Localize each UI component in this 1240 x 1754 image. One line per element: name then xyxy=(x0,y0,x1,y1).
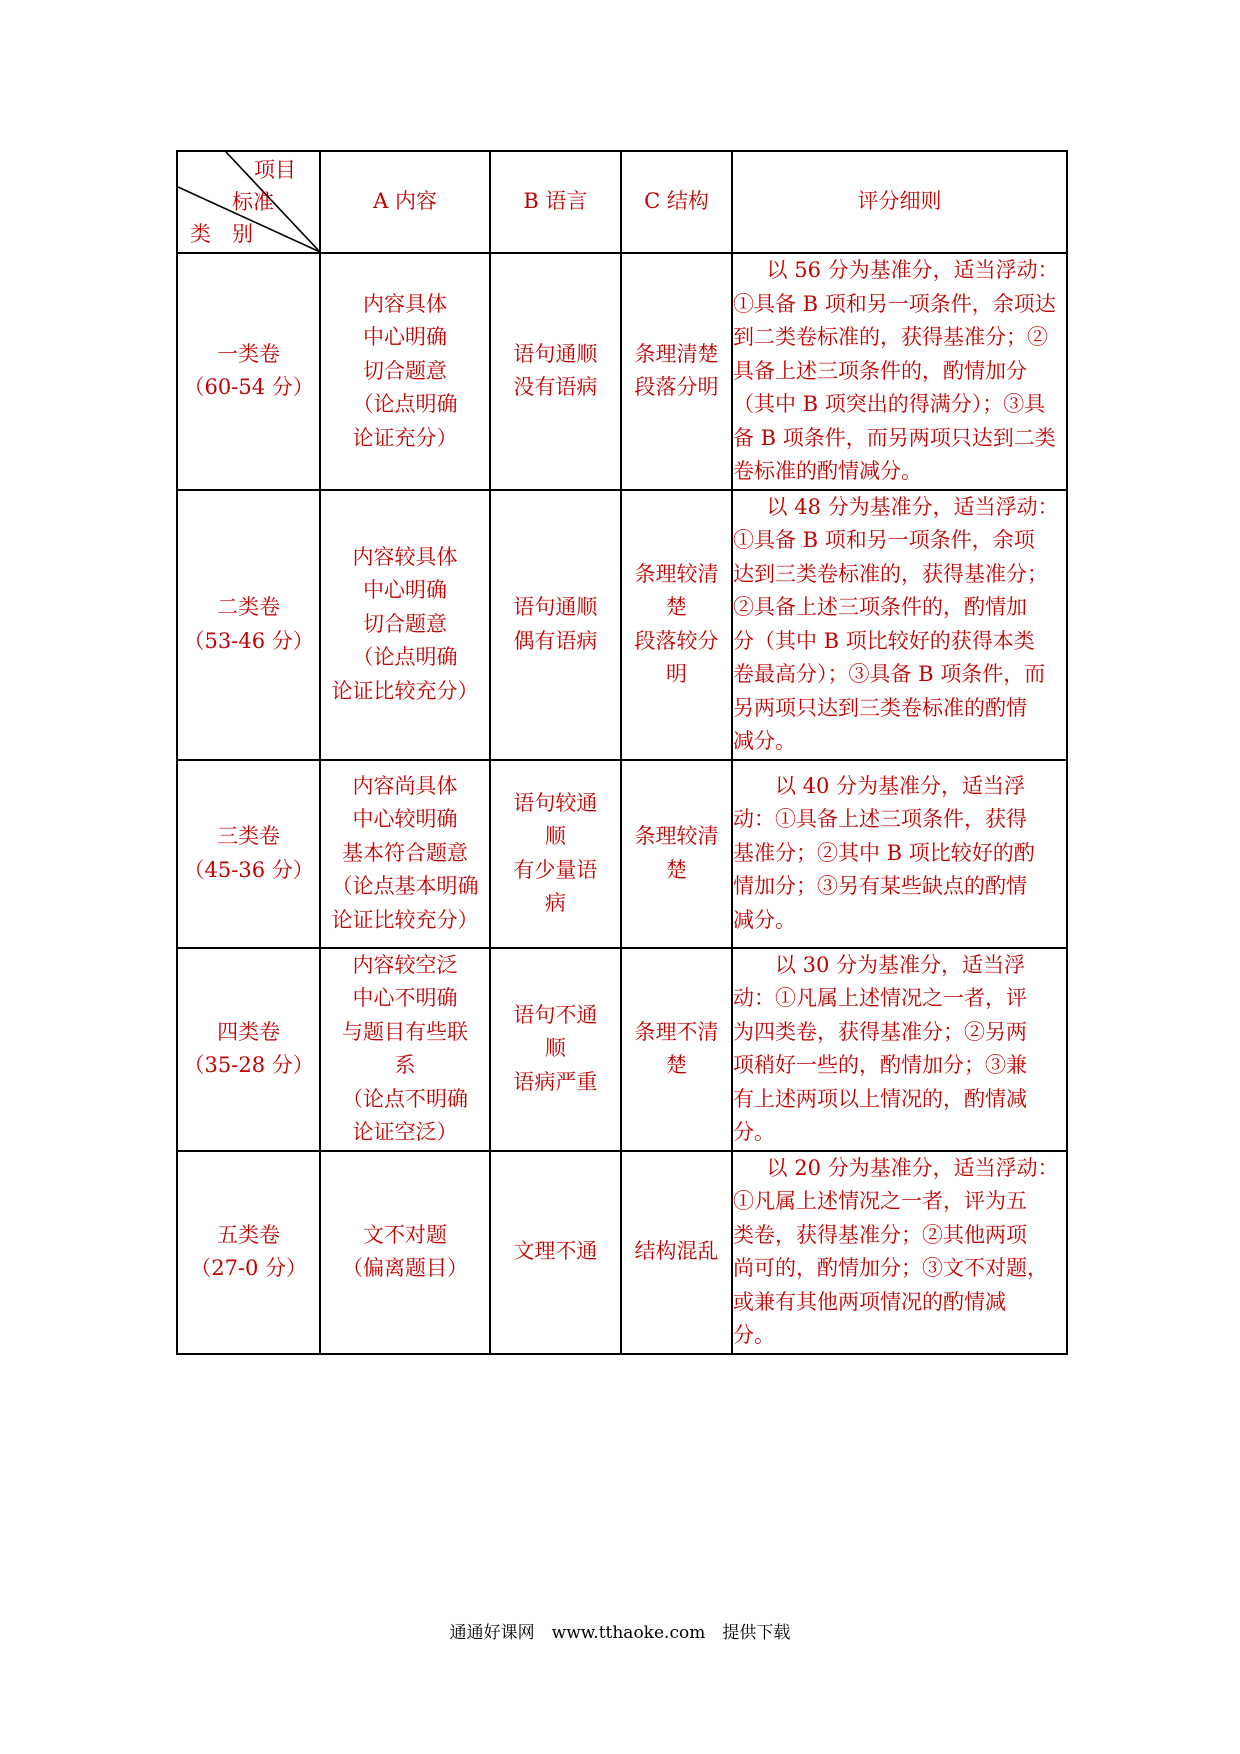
structure-cell xyxy=(621,948,732,1151)
details-line: 以 30 分为基准分，适当浮 xyxy=(774,952,1026,977)
content-cell xyxy=(320,1151,490,1354)
header-scoring-details: 评分细则 xyxy=(732,151,1067,253)
content-line: 文不对题 xyxy=(363,1222,448,1247)
category-line: （27-0 分） xyxy=(190,1256,308,1280)
details-cell xyxy=(732,490,1067,760)
language-line: 没有语病 xyxy=(513,375,598,400)
details-line: 或兼有其他两项情况的酌情减 xyxy=(732,1289,1006,1314)
content-line: （偏离题目） xyxy=(342,1256,469,1280)
header-language: B 语言 xyxy=(490,151,621,253)
details-line: 分。 xyxy=(732,1120,775,1144)
content-cell xyxy=(320,760,490,948)
diagonal-header-cell xyxy=(177,151,320,253)
structure-line: 段落分明 xyxy=(634,375,719,400)
rubric-body xyxy=(177,253,1067,1354)
content-line: （论点基本明确 xyxy=(331,874,479,899)
category-line: 四类卷 xyxy=(217,1019,281,1044)
language-line: 有少量语 xyxy=(513,857,598,882)
details-line: 以 48 分为基准分，适当浮动： xyxy=(766,494,1059,519)
category-line: 一类卷 xyxy=(217,341,281,366)
details-cell xyxy=(732,760,1067,948)
table-row xyxy=(177,760,1067,948)
language-line: 文理不通 xyxy=(513,1239,598,1264)
category-cell xyxy=(177,1151,320,1354)
language-line: 语句不通 xyxy=(513,1002,598,1027)
language-cell xyxy=(490,1151,621,1354)
category-line: （35-28 分） xyxy=(183,1053,314,1077)
structure-line: 结构混乱 xyxy=(634,1239,719,1264)
category-line: 二类卷 xyxy=(217,595,281,619)
structure-cell xyxy=(621,490,732,760)
details-line: 减分。 xyxy=(732,729,796,753)
details-line: 以 56 分为基准分，适当浮动： xyxy=(766,258,1059,282)
category-cell xyxy=(177,490,320,760)
category-cell xyxy=(177,253,320,490)
details-line: 为四类卷，获得基准分；②另两 xyxy=(732,1019,1027,1044)
header-structure: C 结构 xyxy=(621,151,732,253)
structure-cell xyxy=(621,760,732,948)
table-row xyxy=(177,253,1067,490)
language-line: 顺 xyxy=(544,1036,566,1061)
language-cell xyxy=(490,253,621,490)
category-line: 五类卷 xyxy=(217,1222,281,1247)
details-line: 卷标准的酌情减分。 xyxy=(732,459,922,483)
category-line: （60-54 分） xyxy=(183,375,314,400)
details-line: 项稍好一些的，酌情加分；③兼 xyxy=(732,1053,1027,1077)
category-cell xyxy=(177,760,320,948)
structure-cell xyxy=(621,1151,732,1354)
category-line: （45-36 分） xyxy=(183,857,314,882)
table-row xyxy=(177,490,1067,760)
content-line: 内容较空泛 xyxy=(352,952,458,977)
content-line: 中心不明确 xyxy=(352,986,458,1010)
content-line: 基本符合题意 xyxy=(342,840,469,865)
structure-line: 条理较清 xyxy=(634,824,719,848)
category-line: 三类卷 xyxy=(217,824,281,848)
content-line: 论证空泛） xyxy=(352,1120,458,1144)
structure-line: 段落较分 xyxy=(634,628,719,653)
language-line: 顺 xyxy=(544,824,566,848)
details-line: 具备上述三项条件的，酌情加分 xyxy=(732,358,1027,383)
details-line: 动：①凡属上述情况之一者，评 xyxy=(732,986,1027,1010)
content-line: 内容具体 xyxy=(363,291,448,316)
content-line: 内容尚具体 xyxy=(352,773,458,798)
content-line: （论点不明确 xyxy=(342,1086,469,1111)
content-line: 中心明确 xyxy=(363,325,448,349)
structure-line: 明 xyxy=(665,662,687,686)
details-cell xyxy=(732,253,1067,490)
details-line: 以 40 分为基准分，适当浮 xyxy=(774,773,1026,798)
details-line: ①具备 B 项和另一项条件，余项达 xyxy=(732,291,1056,316)
structure-line: 楚 xyxy=(665,857,687,882)
content-line: （论点明确 xyxy=(352,392,458,416)
content-cell xyxy=(320,490,490,760)
language-line: 语句通顺 xyxy=(513,341,598,366)
details-line: 减分。 xyxy=(732,907,796,932)
details-cell xyxy=(732,1151,1067,1354)
language-cell xyxy=(490,948,621,1151)
content-line: 论证比较充分） xyxy=(331,678,479,703)
details-line: 分（其中 B 项比较好的获得本类 xyxy=(732,628,1035,653)
table-row xyxy=(177,1151,1067,1354)
content-line: 与题目有些联 xyxy=(342,1019,469,1044)
content-line: 中心较明确 xyxy=(352,807,458,832)
structure-line: 条理清楚 xyxy=(634,341,719,366)
content-line: 切合题意 xyxy=(363,358,448,383)
details-line: 备 B 项条件，而另两项只达到二类 xyxy=(732,425,1056,450)
category-cell xyxy=(177,948,320,1151)
details-line: 以 20 分为基准分，适当浮动： xyxy=(766,1155,1059,1180)
details-line: 卷最高分）；③具备 B 项条件，而 xyxy=(732,662,1046,686)
header-category-label: 类 别 xyxy=(190,222,253,246)
details-line: 达到三类卷标准的，获得基准分； xyxy=(732,561,1048,586)
header-project-label: 项目 xyxy=(254,158,296,182)
details-line: ①具备 B 项和另一项条件，余项 xyxy=(732,528,1035,552)
content-line: 中心明确 xyxy=(363,578,448,603)
language-line: 语句较通 xyxy=(513,790,598,815)
details-line: 类卷，获得基准分；②其他两项 xyxy=(732,1222,1027,1247)
details-line: ①凡属上述情况之一者，评为五 xyxy=(732,1189,1027,1213)
language-line: 语句通顺 xyxy=(513,595,598,619)
content-cell xyxy=(320,253,490,490)
content-line: 内容较具体 xyxy=(352,544,458,569)
content-line: 切合题意 xyxy=(363,611,448,636)
details-line: 基准分；②其中 B 项比较好的酌 xyxy=(732,840,1035,865)
details-line: 另两项只达到三类卷标准的酌情 xyxy=(732,695,1027,720)
language-line: 病 xyxy=(544,891,566,915)
details-line: 到二类卷标准的，获得基准分；② xyxy=(732,325,1048,349)
details-line: ②具备上述三项条件的，酌情加 xyxy=(732,595,1027,619)
table-row xyxy=(177,948,1067,1151)
details-line: 情加分；③另有某些缺点的酌情 xyxy=(732,874,1027,899)
language-line: 语病严重 xyxy=(513,1069,598,1094)
content-line: 系 xyxy=(394,1053,416,1077)
grading-rubric-table xyxy=(176,150,1068,1355)
details-line: 动：①具备上述三项条件，获得 xyxy=(732,807,1027,832)
content-line: （论点明确 xyxy=(352,645,458,670)
details-line: 尚可的，酌情加分；③文不对题， xyxy=(732,1256,1048,1280)
structure-line: 楚 xyxy=(665,595,687,619)
header-standard-label: 标准 xyxy=(232,190,274,214)
header-row xyxy=(177,151,1067,253)
details-line: 有上述两项以上情况的，酌情减 xyxy=(732,1086,1027,1111)
footer-source-note: 通通好课网 www.tthaoke.com 提供下载 xyxy=(449,1623,791,1643)
details-line: 分。 xyxy=(732,1323,775,1347)
language-line: 偶有语病 xyxy=(513,628,598,653)
content-cell xyxy=(320,948,490,1151)
structure-line: 楚 xyxy=(665,1053,687,1077)
structure-cell xyxy=(621,253,732,490)
header-content: A 内容 xyxy=(320,151,490,253)
structure-line: 条理较清 xyxy=(634,561,719,586)
content-line: 论证比较充分） xyxy=(331,907,479,932)
details-line: （其中 B 项突出的得满分）；③具 xyxy=(732,392,1046,416)
category-line: （53-46 分） xyxy=(183,628,314,653)
structure-line: 条理不清 xyxy=(634,1019,719,1044)
language-cell xyxy=(490,760,621,948)
details-cell xyxy=(732,948,1067,1151)
language-cell xyxy=(490,490,621,760)
content-line: 论证充分） xyxy=(352,425,458,450)
